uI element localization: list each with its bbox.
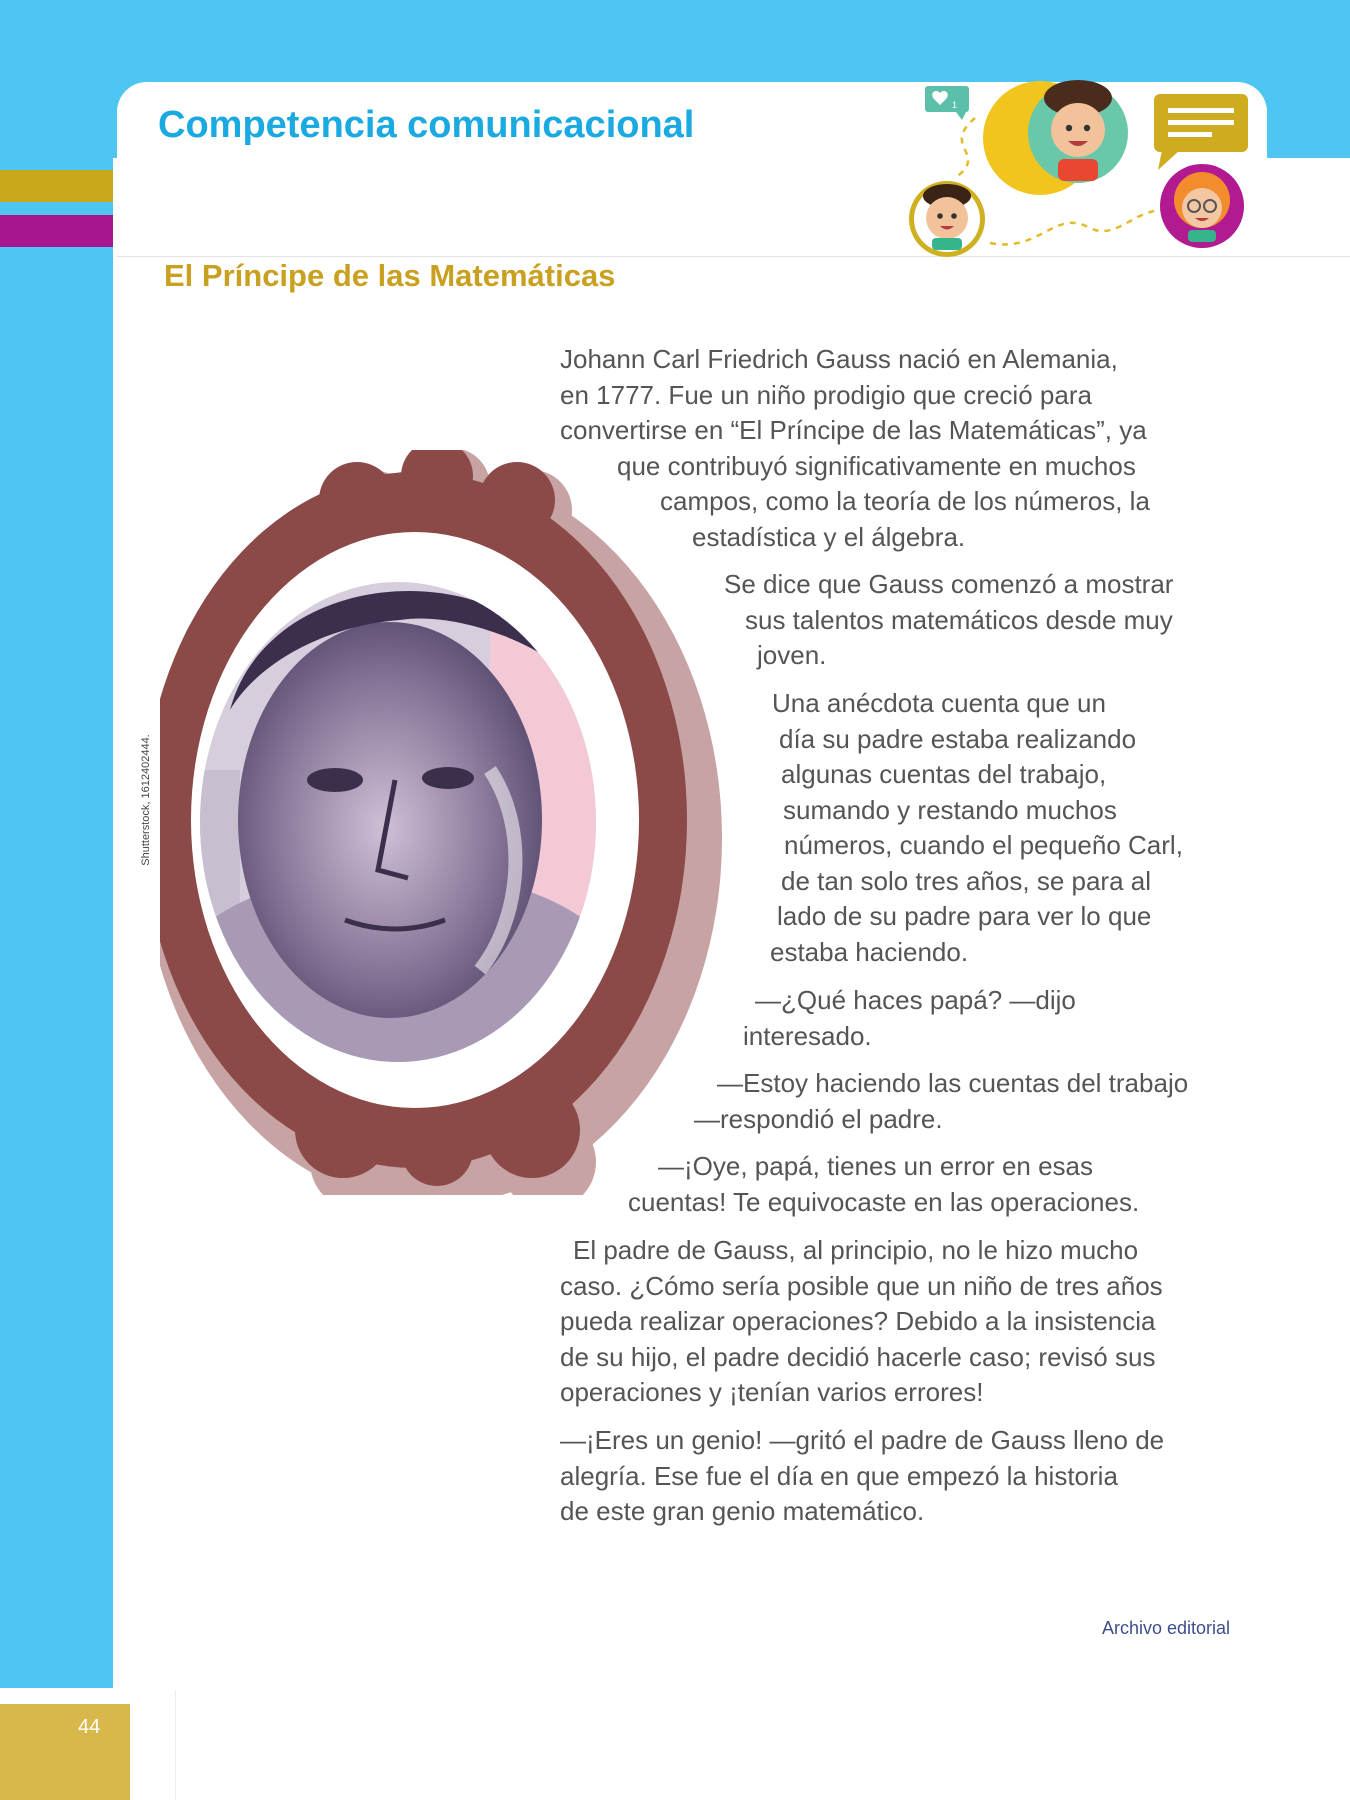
page-number: 44 [78, 1716, 101, 1738]
source-attribution: Archivo editorial [1102, 1618, 1231, 1638]
heart-like-icon [925, 86, 969, 120]
paragraph-2: Se dice que Gauss comenzó a mostrar sus talentos matemáticos desde muy joven. [724, 569, 1174, 670]
girl-glasses-avatar [1160, 164, 1244, 248]
gauss-portrait [160, 450, 730, 1195]
section-title: Competencia comunicacional [158, 104, 695, 146]
svg-text:1: 1 [952, 100, 958, 110]
boy-small-avatar [909, 181, 985, 257]
paragraph-5: —Estoy haciendo las cuentas del trabajo —respondió el padre. [694, 1068, 1189, 1134]
gold-stripe [0, 170, 113, 202]
paragraph-3: Una anécdota cuenta que un día su padre estaba realizando algunas cuentas del trabajo, sumando y restando muchos números, cuando el pequeño Carl, de tan solo tres años, se para al lado de su padre para ver lo que estaba haciendo. [770, 688, 1183, 967]
story-title: El Príncipe de las Matemáticas [164, 258, 616, 293]
left-margin-band [0, 158, 113, 1688]
page-number-box [0, 1704, 130, 1800]
paragraph-1: Johann Carl Friedrich Gauss nació en Alemania, en 1777. Fue un niño prodigio que creció para convertirse en “El Príncipe de las Matemáticas”, ya que contribuyó significativamente en muchos campos, como la teoría de los números, la estadística y el álgebra. [560, 344, 1150, 552]
page-edge-line [175, 1690, 176, 1800]
chat-bubble-icon [1154, 94, 1248, 170]
kids-chat-illustration [880, 78, 1270, 258]
paragraph-4: —¿Qué haces papá? —dijo interesado. [743, 985, 1076, 1051]
paragraph-8: —¡Eres un genio! —gritó el padre de Gauss lleno de alegría. Ese fue el día en que empezó la historia de este gran genio matemático. [560, 1425, 1165, 1526]
paragraph-6: —¡Oye, papá, tienes un error en esas cuentas! Te equivocaste en las operaciones. [628, 1151, 1140, 1217]
magenta-stripe [0, 215, 113, 247]
paragraph-7: El padre de Gauss, al principio, no le hizo mucho caso. ¿Cómo sería posible que un niño de tres años pueda realizar operaciones? Debido a la insistencia de su hijo, el padre decidió hacerle caso; revisó sus operaciones y ¡tenían varios errores! [560, 1235, 1163, 1407]
